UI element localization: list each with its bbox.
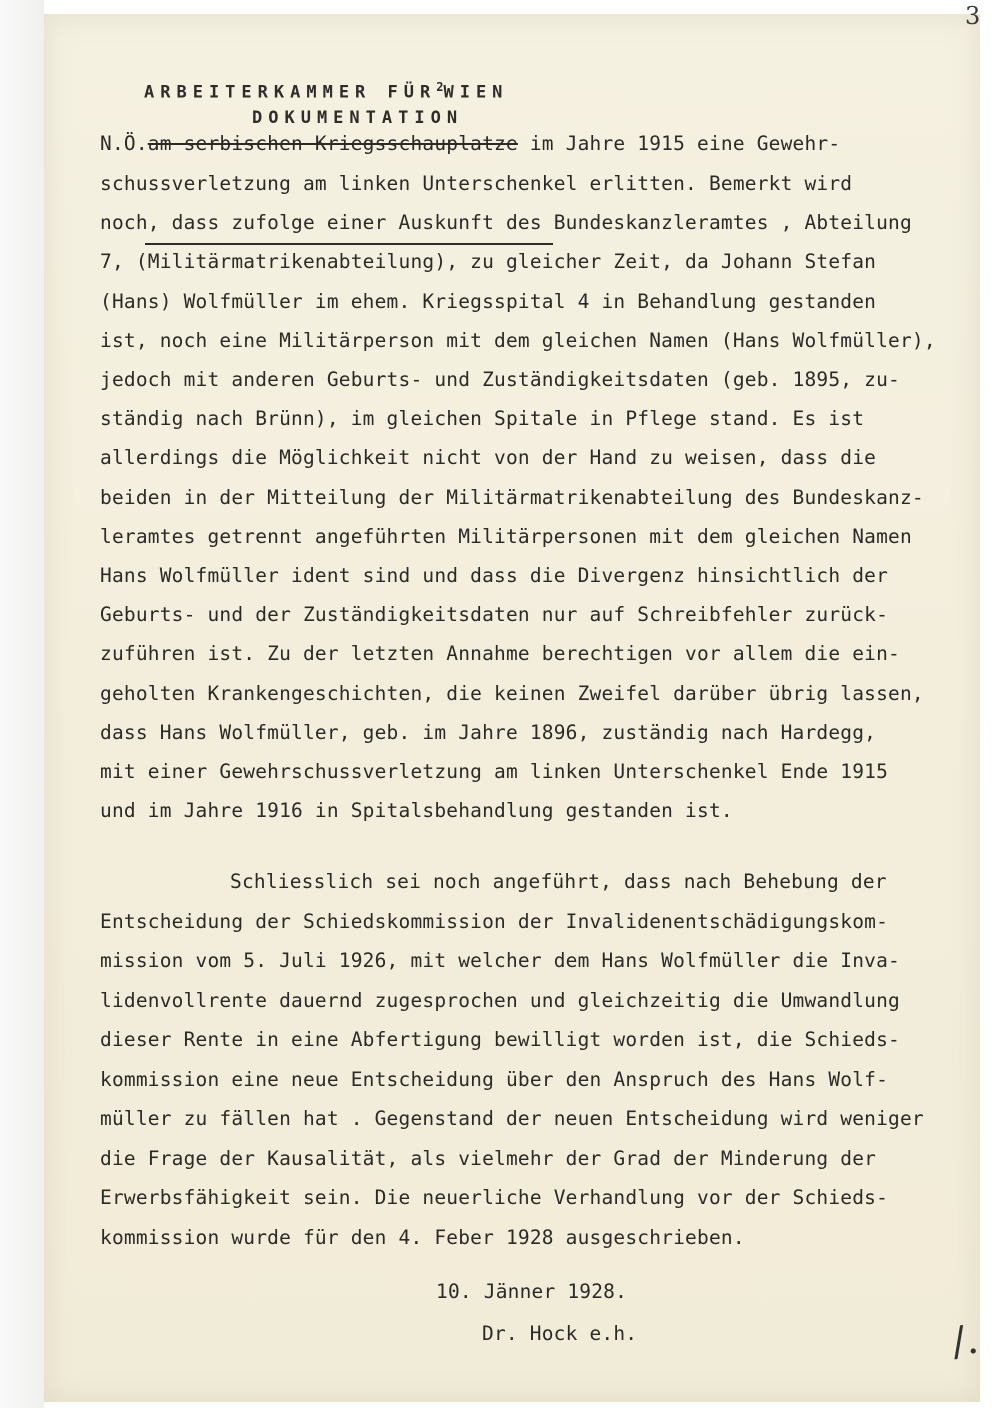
signature: Dr. Hock e.h.	[482, 1322, 638, 1345]
underline-mark	[145, 243, 553, 245]
document-body	[100, 128, 960, 1368]
text-line: geholten Krankengeschichten, die keinen Zweifel darüber übrig lassen,	[100, 681, 924, 705]
struck-text: am serbischen Kriegsschauplatze	[147, 132, 518, 155]
corner-mark: /.	[948, 1316, 982, 1366]
text-line: 7, (Militärmatrikenabteilung), zu gleicher Zeit, da Johann Stefan	[100, 250, 877, 274]
text-line: Geburts- und der Zuständigkeitsdaten nur auf Schreibfehler zurück-	[100, 603, 889, 627]
page-number: 3	[965, 2, 981, 30]
text-line: Erwerbsfähigkeit sein. Die neuerliche Verhandlung vor der Schieds-	[100, 1186, 889, 1209]
stamp-text-1: ARBEITERKAMMER FÜR	[144, 82, 437, 103]
text-line: beiden in der Mitteilung der Militärmatrikenabteilung des Bundeskanz-	[100, 485, 924, 509]
text-line: müller zu fällen hat . Gegenstand der neuen Entscheidung wird weniger	[100, 1107, 924, 1130]
document-date: 10. Jänner 1928.	[436, 1280, 628, 1303]
text-line: ständig nach Brünn), im gleichen Spitale in Pflege stand. Es ist	[100, 407, 865, 431]
stamp-superscript: 2	[436, 80, 444, 94]
header-rest: im Jahre 1915 eine Gewehr-	[517, 132, 841, 155]
text-line: lidenvollrente dauernd zugesprochen und gleichzeitig die Umwandlung	[100, 988, 900, 1012]
text-line: dass Hans Wolfmüller, geb. im Jahre 1896, zuständig nach Hardegg,	[100, 720, 877, 744]
text-line: noch, dass zufolge einer Auskunft des Bundeskanzleramtes , Abteilung	[100, 211, 912, 235]
scan-margin	[0, 0, 44, 1408]
text-line: Entscheidung der Schiedskommission der Invalidenentschädigungskom-	[100, 909, 889, 933]
stamp-text-1-end: WIEN	[443, 82, 509, 103]
text-line: Hans Wolfmüller ident sind und dass die Divergenz hinsichtlich der	[100, 564, 889, 587]
text-line: (Hans) Wolfmüller im ehem. Kriegsspital 4 in Behandlung gestanden	[100, 289, 877, 313]
text-line: ist, noch eine Militärperson mit dem gleichen Namen (Hans Wolfmüller),	[100, 328, 936, 352]
text-line: mit einer Gewehrschussverletzung am linken Unterschenkel Ende 1915	[100, 760, 889, 783]
header-line	[100, 132, 840, 155]
text-line: die Frage der Kausalität, als vielmehr der Grad der Minderung der	[100, 1146, 877, 1170]
text-line: jedoch mit anderen Geburts- und Zuständigkeitsdaten (geb. 1895, zu-	[100, 368, 900, 391]
header-prefix: N.Ö.	[100, 132, 148, 155]
text-line: zuführen ist. Zu der letzten Annahme berechtigen vor allem die ein-	[100, 642, 900, 666]
archive-stamp-line1	[144, 80, 508, 103]
text-line: leramtes getrennt angeführten Militärpersonen mit dem gleichen Namen	[100, 524, 912, 548]
text-line: Schliesslich sei noch angeführt, dass nach Behebung der	[230, 870, 887, 893]
text-line: dieser Rente in eine Abfertigung bewilligt worden ist, die Schieds-	[100, 1028, 900, 1051]
text-line: schussverletzung am linken Unterschenkel erlitten. Bemerkt wird	[100, 172, 853, 195]
text-line: kommission wurde für den 4. Feber 1928 ausgeschrieben.	[100, 1225, 745, 1249]
text-line: allerdings die Möglichkeit nicht von der Hand zu weisen, dass die	[100, 446, 877, 470]
text-line: kommission eine neue Entscheidung über den Anspruch des Hans Wolf-	[100, 1067, 889, 1091]
archive-stamp-line2: DOKUMENTATION	[252, 108, 464, 128]
text-line: und im Jahre 1916 in Spitalsbehandlung gestanden ist.	[100, 799, 733, 823]
text-line: mission vom 5. Juli 1926, mit welcher dem Hans Wolfmüller die Inva-	[100, 949, 900, 972]
